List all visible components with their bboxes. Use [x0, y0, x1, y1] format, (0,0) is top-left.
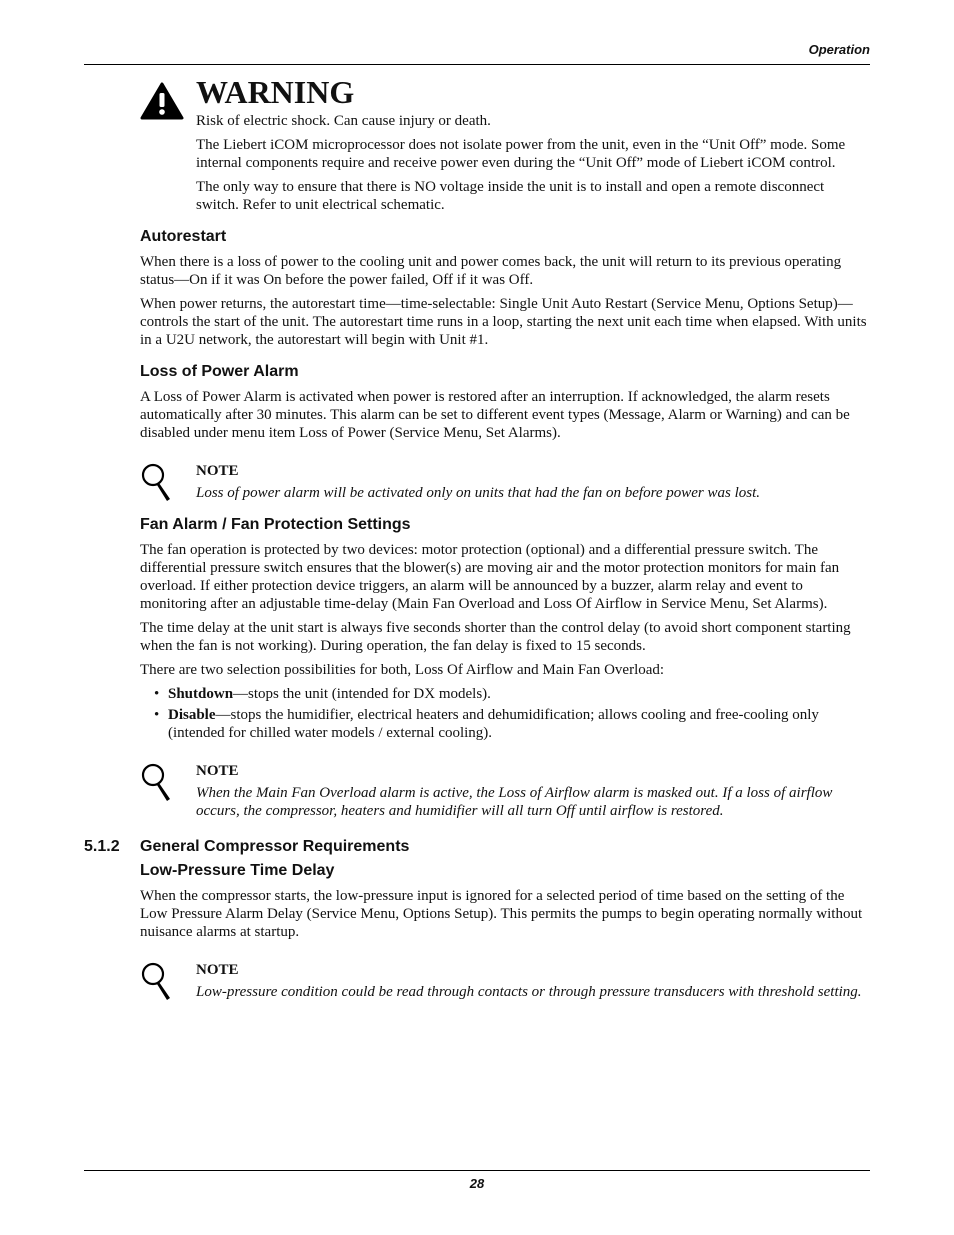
paragraph: When the compressor starts, the low-pressure input is ignored for a selected period of time based on the setting of the Low Pressure Alarm Delay (Service Menu, Options Setup). This permits the pumps to begin operating normally without nuisance alarms at startup. [140, 888, 863, 940]
section-title: General Compressor Requirements [140, 838, 410, 855]
running-header: Operation [808, 42, 870, 57]
list-item [154, 706, 870, 742]
magnifier-icon [140, 762, 174, 802]
warning-triangle-icon [140, 82, 184, 120]
footer-rule [84, 1170, 870, 1171]
section-heading [84, 838, 870, 856]
warning-text: The Liebert iCOM microprocessor does not isolate power from the unit, even in the “Unit Off” mode. Some internal components require and receive power even during the “Unit Off” mode of Liebert iCOM control. [196, 137, 846, 171]
paragraph: The fan operation is protected by two devices: motor protection (optional) and a differential pressure switch. The differential pressure switch ensures that the blower(s) are moving air and the motor protection monitors for main fan overload. If either protection device triggers, an alarm will be announced by a buzzer, alarm relay and event to monitoring after an adjustable time-delay (Main Fan Overload and Loss Of Airflow in Service Menu, Set Alarms). [140, 542, 840, 612]
note-block [140, 961, 870, 1001]
paragraph: When there is a loss of power to the cooling unit and power comes back, the unit will return to its previous operating status—On if it was On before the power failed, Off if it was Off. [140, 254, 842, 288]
bullet-term: Shutdown [168, 686, 234, 702]
note-block [140, 762, 870, 820]
bullet-term: Disable [168, 707, 216, 723]
section-number: 5.1.2 [84, 838, 120, 855]
page-number: 28 [469, 1176, 485, 1191]
note-text: When the Main Fan Overload alarm is active, the Loss of Airflow alarm is masked out. If a loss of airflow occurs, the compressor, heaters and humidifier will all turn Off until airflow is restored. [196, 785, 833, 819]
warning-text: The only way to ensure that there is NO voltage inside the unit is to install and open a remote disconnect switch. Refer to unit electrical schematic. [196, 179, 825, 213]
note-text: Loss of power alarm will be activated only on units that had the fan on before power was lost. [196, 485, 761, 501]
warning-block [140, 74, 870, 214]
selection-list [140, 685, 870, 742]
page-content [84, 74, 870, 1015]
autorestart-heading: Autorestart [140, 228, 227, 245]
bullet-text: —stops the humidifier, electrical heaters and dehumidification; allows cooling and free-cooling only (intended for chilled water models / external cooling). [168, 707, 819, 741]
note-block [140, 462, 870, 502]
magnifier-icon [140, 462, 174, 502]
magnifier-icon [140, 961, 174, 1001]
fan-alarm-heading: Fan Alarm / Fan Protection Settings [140, 516, 411, 533]
note-label: NOTE [196, 763, 239, 779]
list-item [154, 685, 870, 703]
header-rule [84, 64, 870, 65]
warning-text: Risk of electric shock. Can cause injury or death. [196, 113, 491, 129]
note-label: NOTE [196, 463, 239, 479]
bullet-text: —stops the unit (intended for DX models). [233, 686, 491, 702]
note-text: Low-pressure condition could be read through contacts or through pressure transducers with threshold setting. [196, 984, 862, 1000]
warning-title: WARNING [196, 74, 355, 110]
paragraph: The time delay at the unit start is always five seconds shorter than the control delay (to avoid short component starting when the fan is not working). During operation, the fan delay is fixed to 15 seconds. [140, 620, 851, 654]
low-pressure-heading: Low-Pressure Time Delay [140, 862, 335, 879]
paragraph: A Loss of Power Alarm is activated when power is restored after an interruption. If acknowledged, the alarm resets automatically after 30 minutes. This alarm can be set to different event types (Message, Alarm or Warning) and can be disabled under menu item Loss of Power (Service Menu, Set Alarms). [140, 389, 850, 441]
loss-of-power-heading: Loss of Power Alarm [140, 363, 299, 380]
note-label: NOTE [196, 962, 239, 978]
paragraph: When power returns, the autorestart time—time-selectable: Single Unit Auto Restart (Service Menu, Options Setup)—controls the start of the unit. The autorestart time runs in a loop, starting the next unit each time when elapsed. With units in a U2U network, the autorestart will begin with Unit #1. [140, 296, 867, 348]
paragraph: There are two selection possibilities for both, Loss Of Airflow and Main Fan Overload: [140, 662, 665, 678]
